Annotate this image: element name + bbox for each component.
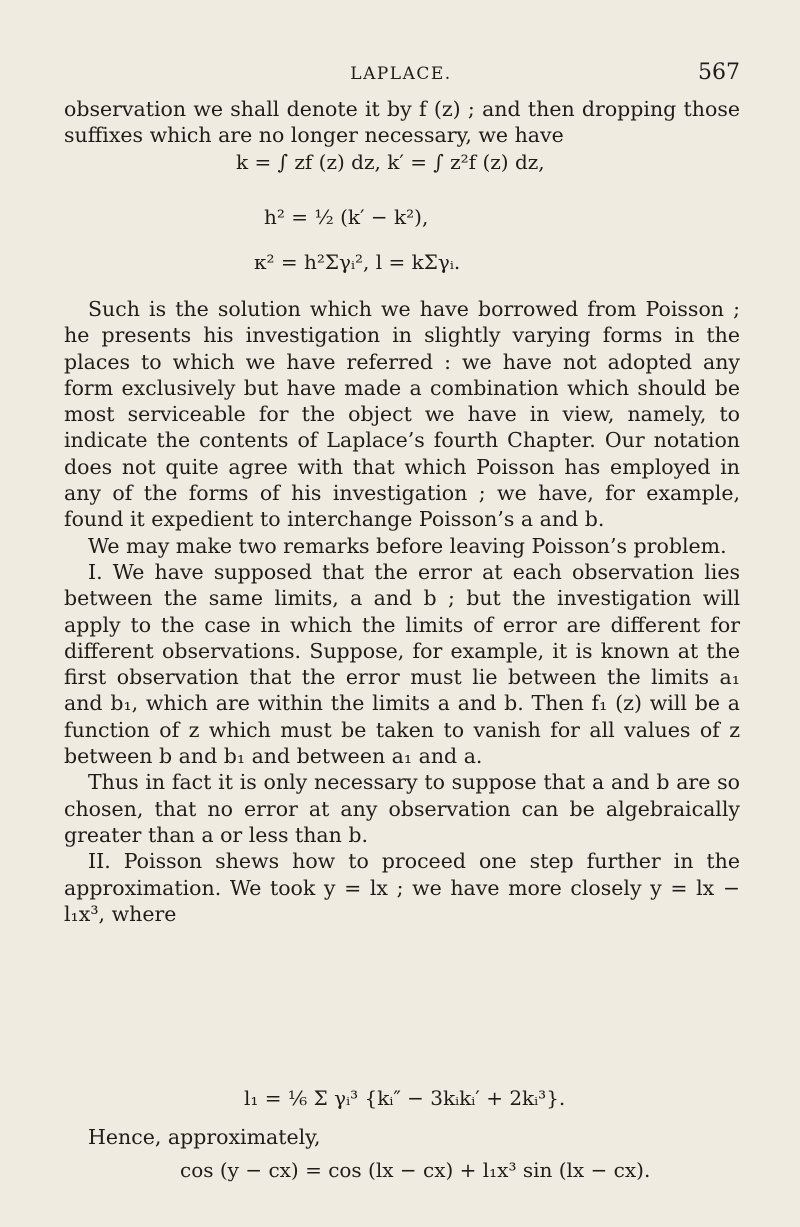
- paragraph-solution: [64, 296, 740, 927]
- equation-integrals: k = ∫ zf (z) dz, k′ = ∫ z²f (z) dz,: [236, 150, 545, 174]
- running-head: [62, 60, 740, 92]
- paragraph-intro: [64, 96, 740, 149]
- paragraph-text: Such is the solution which we have borrowed from Poisson ; he presents his investigation in slightly varying forms in the places to which we have referred : we have not adopted any form exclusively but have made a combination which should be most serviceable for the object we have in view, namely, to indicate the contents of Laplace’s fourth Chapter. Our notation does not quite agree with that which Poisson has employed in any of the forms of his investigation ; we have, for example, found it expedient to interchange Poisson’s a and b.: [64, 297, 740, 532]
- running-title: LAPLACE.: [350, 64, 452, 84]
- equation-kappa: κ² = h²Σγᵢ², l = kΣγᵢ.: [254, 250, 461, 274]
- paragraph-text: II. Poisson shews how to proceed one step further in the approximation. We took y = lx ; we have more closely y = lx − l₁x³, where: [64, 849, 740, 926]
- paragraph-text: Thus in fact it is only necessary to suppose that a and b are so chosen, that no error at any observation can be algebraically greater than a or less than b.: [64, 770, 740, 847]
- paragraph-text: I. We have supposed that the error at each observation lies between the same limits, a and b ; but the investigation will apply to the case in which the limits of error are different for different observations. Suppose, for example, it is known at the first observation that the error must lie between the limits a₁ and b₁, which are within the limits a and b. Then f₁ (z) will be a function of z which must be taken to vanish for all values of z between b and b₁ and between a₁ and a.: [64, 559, 740, 769]
- equation-cosine: cos (y − cx) = cos (lx − cx) + l₁x³ sin (lx − cx).: [180, 1158, 651, 1182]
- equation-l1: l₁ = ⅙ Σ γᵢ³ {kᵢ″ − 3kᵢkᵢ′ + 2kᵢ³}.: [244, 1086, 566, 1110]
- paragraph-text: We may make two remarks before leaving Poisson’s problem.: [88, 533, 727, 558]
- paragraph-text: observation we shall denote it by f (z) ; and then dropping those suffixes which are no longer necessary, we have: [64, 97, 740, 148]
- page-number: 567: [698, 60, 740, 85]
- equation-h-squared: h² = ½ (k′ − k²),: [264, 205, 429, 229]
- paragraph-hence: [64, 1124, 740, 1150]
- paragraph-text: Hence, approximately,: [88, 1125, 321, 1149]
